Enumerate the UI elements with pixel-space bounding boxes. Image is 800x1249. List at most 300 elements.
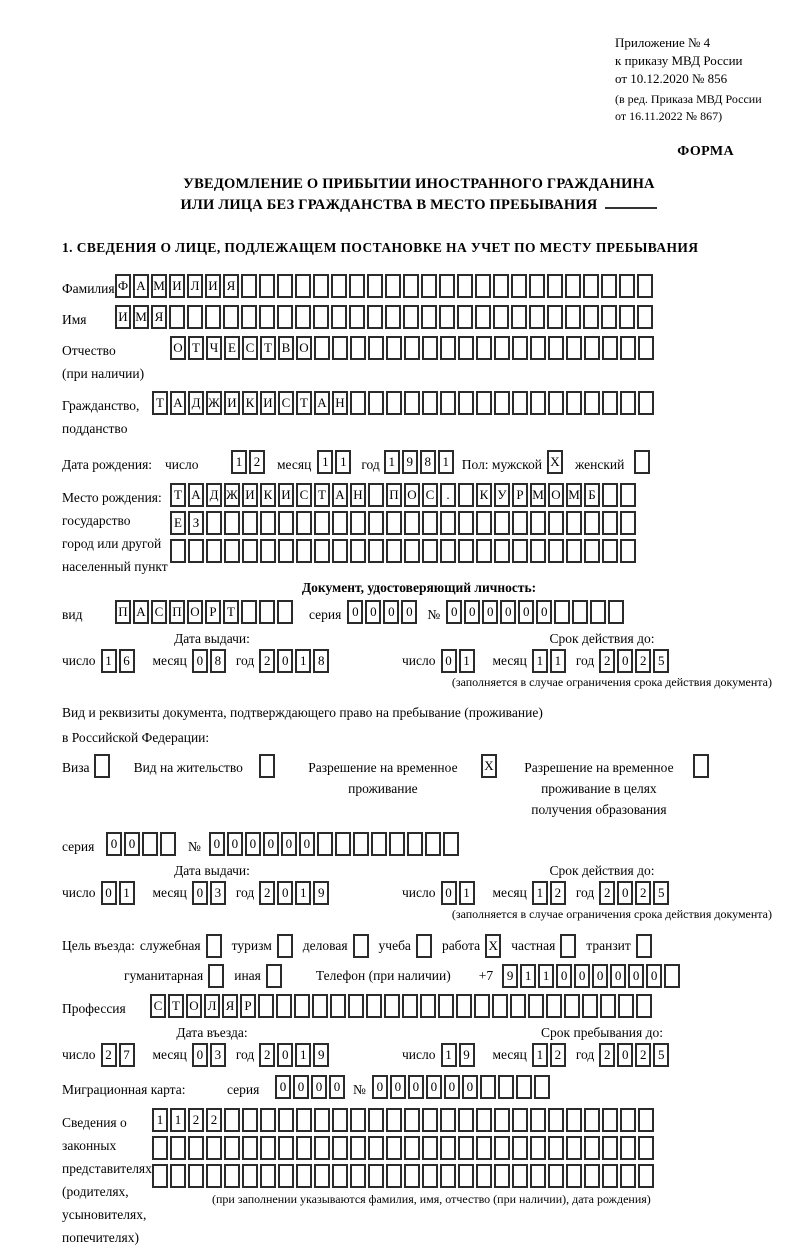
form-cell[interactable] (516, 1075, 532, 1099)
form-cell[interactable]: 0 (311, 1075, 327, 1099)
form-cell[interactable] (584, 336, 600, 360)
form-cell[interactable]: 0 (464, 600, 480, 624)
form-cell[interactable]: В (278, 336, 294, 360)
form-cell[interactable] (368, 336, 384, 360)
form-cell[interactable] (566, 336, 582, 360)
form-cell[interactable] (241, 600, 257, 624)
form-cell[interactable]: О (170, 336, 186, 360)
form-cell[interactable]: 0 (365, 600, 381, 624)
form-cell[interactable] (332, 511, 348, 535)
form-cell[interactable]: 0 (101, 881, 117, 905)
form-cell[interactable]: 7 (119, 1043, 135, 1067)
form-cell[interactable]: 0 (329, 1075, 345, 1099)
form-cell[interactable]: 0 (482, 600, 498, 624)
form-cell[interactable] (296, 1164, 312, 1188)
form-cell[interactable] (572, 600, 588, 624)
form-cell[interactable] (169, 305, 185, 329)
form-cell[interactable] (259, 754, 275, 778)
form-cell[interactable] (512, 1136, 528, 1160)
form-cell[interactable]: 0 (263, 832, 279, 856)
form-cell[interactable]: О (548, 483, 564, 507)
form-cell[interactable]: П (115, 600, 131, 624)
form-cell[interactable]: 0 (556, 964, 572, 988)
form-cell[interactable]: 2 (249, 450, 265, 474)
form-cell[interactable] (566, 511, 582, 535)
form-cell[interactable]: 9 (313, 1043, 329, 1067)
form-cell[interactable]: 3 (210, 881, 226, 905)
form-cell[interactable] (350, 336, 366, 360)
form-cell[interactable] (601, 274, 617, 298)
form-cell[interactable]: 1 (532, 1043, 548, 1067)
form-cell[interactable] (584, 1164, 600, 1188)
form-cell[interactable]: С (278, 391, 294, 415)
form-cell[interactable]: 0 (209, 832, 225, 856)
form-cell[interactable]: Т (223, 600, 239, 624)
form-cell[interactable] (584, 511, 600, 535)
form-cell[interactable] (440, 1136, 456, 1160)
form-cell[interactable] (548, 336, 564, 360)
form-cell[interactable] (206, 539, 222, 563)
form-cell[interactable] (602, 391, 618, 415)
form-cell[interactable] (530, 391, 546, 415)
form-cell[interactable] (458, 511, 474, 535)
form-cell[interactable]: Р (512, 483, 528, 507)
form-cell[interactable]: Т (152, 391, 168, 415)
form-cell[interactable] (475, 274, 491, 298)
form-cell[interactable] (602, 1136, 618, 1160)
form-cell[interactable]: 0 (617, 881, 633, 905)
form-cell[interactable] (260, 1164, 276, 1188)
form-cell[interactable]: 9 (459, 1043, 475, 1067)
form-cell[interactable]: 2 (635, 881, 651, 905)
form-cell[interactable]: А (170, 391, 186, 415)
form-cell[interactable] (224, 539, 240, 563)
form-cell[interactable] (566, 391, 582, 415)
form-cell[interactable] (208, 964, 224, 988)
form-cell[interactable]: 6 (119, 649, 135, 673)
form-cell[interactable] (187, 305, 203, 329)
form-cell[interactable] (259, 305, 275, 329)
form-cell[interactable] (512, 511, 528, 535)
form-cell[interactable] (512, 539, 528, 563)
form-cell[interactable] (404, 511, 420, 535)
form-cell[interactable]: 1 (441, 1043, 457, 1067)
form-cell[interactable] (511, 305, 527, 329)
form-cell[interactable]: А (188, 483, 204, 507)
form-cell[interactable] (638, 1136, 654, 1160)
form-cell[interactable] (407, 832, 423, 856)
form-cell[interactable] (206, 511, 222, 535)
form-cell[interactable] (368, 1136, 384, 1160)
form-cell[interactable] (296, 539, 312, 563)
form-cell[interactable] (224, 1164, 240, 1188)
form-cell[interactable]: Я (151, 305, 167, 329)
form-cell[interactable] (188, 1136, 204, 1160)
form-cell[interactable] (637, 274, 653, 298)
form-cell[interactable] (564, 994, 580, 1018)
form-cell[interactable]: Ж (206, 391, 222, 415)
form-cell[interactable] (278, 1164, 294, 1188)
form-cell[interactable] (188, 539, 204, 563)
form-cell[interactable] (548, 391, 564, 415)
form-cell[interactable] (439, 305, 455, 329)
form-cell[interactable]: 0 (347, 600, 363, 624)
form-cell[interactable] (386, 1108, 402, 1132)
form-cell[interactable] (277, 305, 293, 329)
form-cell[interactable] (152, 1136, 168, 1160)
form-cell[interactable] (296, 1108, 312, 1132)
form-cell[interactable] (335, 832, 351, 856)
form-cell[interactable] (529, 305, 545, 329)
form-cell[interactable] (492, 994, 508, 1018)
form-cell[interactable] (142, 832, 158, 856)
form-cell[interactable] (422, 1108, 438, 1132)
form-cell[interactable] (620, 336, 636, 360)
form-cell[interactable] (548, 539, 564, 563)
form-cell[interactable] (403, 274, 419, 298)
form-cell[interactable] (224, 511, 240, 535)
form-cell[interactable] (530, 1108, 546, 1132)
form-cell[interactable] (456, 994, 472, 1018)
form-cell[interactable] (295, 274, 311, 298)
form-cell[interactable]: 2 (259, 881, 275, 905)
form-cell[interactable]: Ж (224, 483, 240, 507)
form-cell[interactable] (560, 934, 576, 958)
form-cell[interactable]: 1 (459, 649, 475, 673)
form-cell[interactable]: Т (314, 483, 330, 507)
form-cell[interactable]: 1 (170, 1108, 186, 1132)
form-cell[interactable]: 2 (599, 881, 615, 905)
form-cell[interactable]: 0 (281, 832, 297, 856)
form-cell[interactable]: Л (204, 994, 220, 1018)
form-cell[interactable] (389, 832, 405, 856)
form-cell[interactable] (638, 1164, 654, 1188)
form-cell[interactable] (566, 1136, 582, 1160)
form-cell[interactable] (476, 511, 492, 535)
form-cell[interactable] (294, 994, 310, 1018)
form-cell[interactable] (260, 1108, 276, 1132)
form-cell[interactable]: 0 (646, 964, 662, 988)
form-cell[interactable] (404, 539, 420, 563)
form-cell[interactable] (547, 305, 563, 329)
form-cell[interactable]: П (386, 483, 402, 507)
form-cell[interactable] (440, 539, 456, 563)
form-cell[interactable] (620, 1136, 636, 1160)
form-cell[interactable] (440, 1164, 456, 1188)
form-cell[interactable]: Т (188, 336, 204, 360)
form-cell[interactable]: 0 (277, 881, 293, 905)
form-cell[interactable]: М (151, 274, 167, 298)
form-cell[interactable]: Н (332, 391, 348, 415)
form-cell[interactable] (386, 539, 402, 563)
form-cell[interactable] (242, 1108, 258, 1132)
form-cell[interactable] (510, 994, 526, 1018)
form-cell[interactable]: 0 (299, 832, 315, 856)
form-cell[interactable] (206, 1164, 222, 1188)
form-cell[interactable]: 0 (592, 964, 608, 988)
form-cell[interactable] (634, 450, 650, 474)
form-cell[interactable] (368, 1108, 384, 1132)
form-cell[interactable]: Е (224, 336, 240, 360)
form-cell[interactable] (276, 994, 292, 1018)
form-cell[interactable] (548, 511, 564, 535)
form-cell[interactable] (443, 832, 459, 856)
form-cell[interactable]: 0 (617, 649, 633, 673)
form-cell[interactable] (602, 1108, 618, 1132)
form-cell[interactable] (332, 1136, 348, 1160)
form-cell[interactable] (368, 511, 384, 535)
form-cell[interactable]: 2 (206, 1108, 222, 1132)
form-cell[interactable] (476, 1108, 492, 1132)
form-cell[interactable]: 8 (210, 649, 226, 673)
form-cell[interactable]: Т (170, 483, 186, 507)
form-cell[interactable] (404, 1136, 420, 1160)
form-cell[interactable] (494, 391, 510, 415)
form-cell[interactable] (498, 1075, 514, 1099)
form-cell[interactable]: 2 (599, 1043, 615, 1067)
form-cell[interactable] (602, 483, 618, 507)
form-cell[interactable] (403, 305, 419, 329)
form-cell[interactable] (385, 305, 401, 329)
form-cell[interactable] (566, 1108, 582, 1132)
form-cell[interactable]: 0 (390, 1075, 406, 1099)
form-cell[interactable] (385, 274, 401, 298)
form-cell[interactable] (259, 600, 275, 624)
form-cell[interactable]: 8 (313, 649, 329, 673)
form-cell[interactable] (602, 336, 618, 360)
form-cell[interactable]: X (485, 934, 501, 958)
form-cell[interactable]: 9 (402, 450, 418, 474)
form-cell[interactable] (296, 1136, 312, 1160)
form-cell[interactable] (94, 754, 110, 778)
form-cell[interactable] (476, 539, 492, 563)
form-cell[interactable] (332, 539, 348, 563)
form-cell[interactable]: К (260, 483, 276, 507)
form-cell[interactable] (440, 511, 456, 535)
form-cell[interactable]: 1 (384, 450, 400, 474)
form-cell[interactable] (188, 1164, 204, 1188)
form-cell[interactable]: 0 (610, 964, 626, 988)
form-cell[interactable]: А (314, 391, 330, 415)
form-cell[interactable]: С (151, 600, 167, 624)
form-cell[interactable] (353, 934, 369, 958)
form-cell[interactable] (512, 1108, 528, 1132)
form-cell[interactable] (584, 539, 600, 563)
form-cell[interactable] (493, 274, 509, 298)
form-cell[interactable]: 5 (653, 881, 669, 905)
form-cell[interactable] (600, 994, 616, 1018)
form-cell[interactable] (242, 539, 258, 563)
form-cell[interactable] (348, 994, 364, 1018)
form-cell[interactable] (458, 336, 474, 360)
form-cell[interactable]: З (188, 511, 204, 535)
form-cell[interactable] (402, 994, 418, 1018)
form-cell[interactable] (259, 274, 275, 298)
form-cell[interactable] (638, 1108, 654, 1132)
form-cell[interactable] (638, 336, 654, 360)
form-cell[interactable] (458, 1164, 474, 1188)
form-cell[interactable] (422, 539, 438, 563)
form-cell[interactable]: А (332, 483, 348, 507)
form-cell[interactable] (160, 832, 176, 856)
form-cell[interactable] (317, 832, 333, 856)
form-cell[interactable] (223, 305, 239, 329)
form-cell[interactable] (332, 336, 348, 360)
form-cell[interactable]: И (242, 483, 258, 507)
form-cell[interactable]: 1 (538, 964, 554, 988)
form-cell[interactable] (566, 539, 582, 563)
form-cell[interactable]: И (169, 274, 185, 298)
form-cell[interactable]: 3 (210, 1043, 226, 1067)
form-cell[interactable] (367, 274, 383, 298)
form-cell[interactable] (602, 539, 618, 563)
form-cell[interactable] (367, 305, 383, 329)
form-cell[interactable] (534, 1075, 550, 1099)
form-cell[interactable] (332, 1164, 348, 1188)
form-cell[interactable]: 2 (635, 1043, 651, 1067)
form-cell[interactable] (278, 1136, 294, 1160)
form-cell[interactable]: М (566, 483, 582, 507)
form-cell[interactable] (693, 754, 709, 778)
form-cell[interactable]: С (150, 994, 166, 1018)
form-cell[interactable] (368, 391, 384, 415)
form-cell[interactable] (404, 1108, 420, 1132)
form-cell[interactable] (278, 511, 294, 535)
form-cell[interactable] (554, 600, 570, 624)
form-cell[interactable] (170, 539, 186, 563)
form-cell[interactable]: Н (350, 483, 366, 507)
form-cell[interactable]: 0 (628, 964, 644, 988)
form-cell[interactable] (590, 600, 606, 624)
form-cell[interactable]: 1 (295, 649, 311, 673)
form-cell[interactable] (512, 1164, 528, 1188)
form-cell[interactable]: . (440, 483, 456, 507)
form-cell[interactable] (353, 832, 369, 856)
form-cell[interactable] (258, 994, 274, 1018)
form-cell[interactable]: О (404, 483, 420, 507)
form-cell[interactable] (368, 539, 384, 563)
form-cell[interactable] (386, 1164, 402, 1188)
form-cell[interactable] (476, 1164, 492, 1188)
form-cell[interactable] (422, 511, 438, 535)
form-cell[interactable] (530, 511, 546, 535)
form-cell[interactable] (349, 274, 365, 298)
form-cell[interactable] (494, 511, 510, 535)
form-cell[interactable]: X (547, 450, 563, 474)
form-cell[interactable] (493, 305, 509, 329)
form-cell[interactable] (260, 511, 276, 535)
form-cell[interactable]: 0 (500, 600, 516, 624)
form-cell[interactable]: 0 (518, 600, 534, 624)
form-cell[interactable] (241, 274, 257, 298)
form-cell[interactable]: К (476, 483, 492, 507)
form-cell[interactable] (295, 305, 311, 329)
form-cell[interactable] (440, 391, 456, 415)
form-cell[interactable]: И (115, 305, 131, 329)
form-cell[interactable]: Р (205, 600, 221, 624)
form-cell[interactable] (350, 539, 366, 563)
form-cell[interactable] (512, 391, 528, 415)
form-cell[interactable] (458, 391, 474, 415)
form-cell[interactable] (152, 1164, 168, 1188)
form-cell[interactable]: С (422, 483, 438, 507)
form-cell[interactable]: И (260, 391, 276, 415)
form-cell[interactable]: 5 (653, 649, 669, 673)
form-cell[interactable]: 0 (617, 1043, 633, 1067)
form-cell[interactable] (314, 336, 330, 360)
form-cell[interactable]: 1 (295, 881, 311, 905)
form-cell[interactable]: Т (260, 336, 276, 360)
form-cell[interactable]: Я (222, 994, 238, 1018)
form-cell[interactable]: 0 (277, 1043, 293, 1067)
form-cell[interactable] (565, 274, 581, 298)
form-cell[interactable] (458, 483, 474, 507)
form-cell[interactable]: С (296, 483, 312, 507)
form-cell[interactable] (584, 1136, 600, 1160)
form-cell[interactable]: 0 (372, 1075, 388, 1099)
form-cell[interactable]: 2 (599, 649, 615, 673)
form-cell[interactable]: 0 (441, 649, 457, 673)
form-cell[interactable]: 2 (259, 1043, 275, 1067)
form-cell[interactable]: 1 (438, 450, 454, 474)
form-cell[interactable] (476, 391, 492, 415)
form-cell[interactable]: 2 (635, 649, 651, 673)
form-cell[interactable] (241, 305, 257, 329)
form-cell[interactable] (547, 274, 563, 298)
form-cell[interactable] (330, 994, 346, 1018)
form-cell[interactable] (350, 1136, 366, 1160)
form-cell[interactable] (636, 934, 652, 958)
form-cell[interactable]: 0 (192, 1043, 208, 1067)
form-cell[interactable] (602, 1164, 618, 1188)
form-cell[interactable] (368, 483, 384, 507)
form-cell[interactable]: 1 (459, 881, 475, 905)
form-cell[interactable]: М (530, 483, 546, 507)
form-cell[interactable] (636, 994, 652, 1018)
form-cell[interactable]: Д (188, 391, 204, 415)
form-cell[interactable] (530, 539, 546, 563)
form-cell[interactable] (260, 1136, 276, 1160)
form-cell[interactable] (404, 391, 420, 415)
form-cell[interactable]: И (278, 483, 294, 507)
form-cell[interactable]: 2 (259, 649, 275, 673)
form-cell[interactable] (242, 511, 258, 535)
form-cell[interactable] (277, 934, 293, 958)
form-cell[interactable] (421, 274, 437, 298)
form-cell[interactable]: 0 (106, 832, 122, 856)
form-cell[interactable] (371, 832, 387, 856)
form-cell[interactable]: С (242, 336, 258, 360)
form-cell[interactable]: 0 (441, 881, 457, 905)
form-cell[interactable] (314, 1164, 330, 1188)
form-cell[interactable] (422, 336, 438, 360)
form-cell[interactable] (457, 274, 473, 298)
form-cell[interactable] (386, 511, 402, 535)
form-cell[interactable] (386, 336, 402, 360)
form-cell[interactable] (312, 994, 328, 1018)
form-cell[interactable] (546, 994, 562, 1018)
form-cell[interactable] (404, 336, 420, 360)
form-cell[interactable]: 0 (275, 1075, 291, 1099)
form-cell[interactable] (530, 1164, 546, 1188)
form-cell[interactable] (512, 336, 528, 360)
form-cell[interactable]: 0 (192, 649, 208, 673)
form-cell[interactable] (548, 1136, 564, 1160)
form-cell[interactable] (260, 539, 276, 563)
form-cell[interactable]: 0 (277, 649, 293, 673)
form-cell[interactable]: О (186, 994, 202, 1018)
form-cell[interactable] (620, 391, 636, 415)
